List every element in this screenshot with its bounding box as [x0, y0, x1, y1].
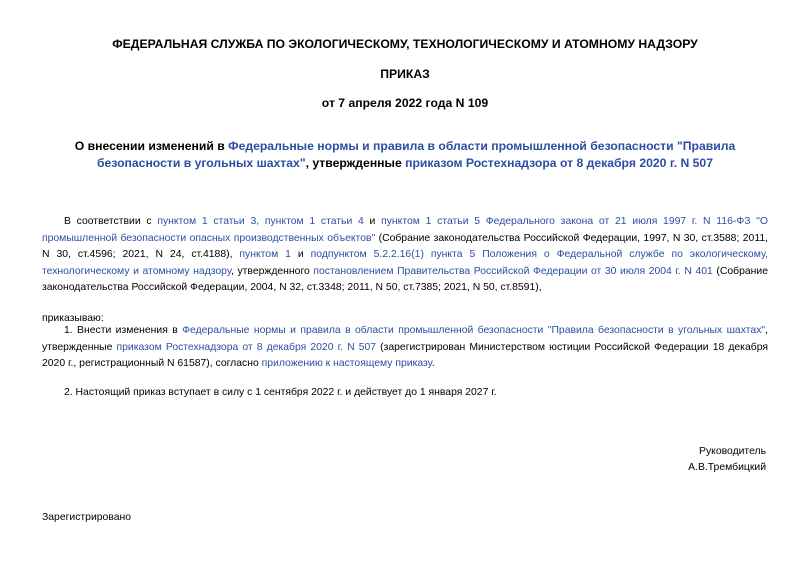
document-page	[42, 0, 768, 571]
item-2-paragraph: 2. Настоящий приказ вступает в силу с 1 сентября 2022 г. и действует до 1 января 2027 г.	[64, 387, 497, 398]
preamble-link-point-1[interactable]: пунктом 1	[239, 249, 291, 260]
document-type: ПРИКАЗ	[380, 67, 430, 81]
preamble-text-3: (Собрание законодательства Российской Федерации, 1997, N 30, ст.3588; 2011, N 30, ст.4596; 2021, N 24, ст.4188),	[42, 232, 768, 260]
preamble-text-1: В соответствии с	[64, 216, 158, 227]
item1-text-3: (зарегистрирован Министерством юстиции Российской Федерации 18 декабря 2020 г., регистрационный N 61587), согласно	[42, 341, 768, 369]
title-link-order[interactable]: приказом Ростехнадзора от 8 декабря 2020 г. N 507	[405, 156, 713, 170]
document-date-number: от 7 апреля 2022 года N 109	[321, 96, 489, 110]
document-title	[42, 138, 768, 172]
item-1-paragraph	[42, 323, 768, 373]
item1-text-2: , утвержденные	[42, 325, 768, 353]
agency-name: ФЕДЕРАЛЬНАЯ СЛУЖБА ПО ЭКОЛОГИЧЕСКОМУ, ТЕХНОЛОГИЧЕСКОМУ И АТОМНОМУ НАДЗОРУ	[112, 37, 698, 51]
preamble-text-5: , утвержденного	[231, 265, 314, 277]
preamble-text-2: и	[363, 216, 382, 227]
signature-name: А.В.Трембицкий	[688, 462, 766, 473]
item1-link-rules[interactable]: Федеральные нормы и правила в области промышленной безопасности "Правила безопасности в угольных шахтах"	[182, 325, 766, 336]
item1-text-1: 1. Внести изменения в	[64, 325, 183, 336]
preamble-link-regulation[interactable]: подпунктом 5.2.2.16(1) пункта 5 Положения о Федеральной службе по экологическому, технологическому и атомному надзору	[42, 249, 769, 277]
signature-role: Руководитель	[699, 446, 766, 457]
preamble-link-resolution[interactable]: постановлением Правительства Российской Федерации от 30 июля 2004 г. N 401	[313, 265, 713, 277]
preamble-link-federal-law[interactable]: пунктом 1 статьи 5 Федерального закона от 21 июля 1997 г. N 116-ФЗ "О промышленной безопасности опасных производственных объектов"	[42, 216, 769, 244]
item1-text-4: .	[431, 358, 435, 369]
preamble-paragraph	[42, 214, 768, 297]
orders-word: приказываю:	[42, 313, 104, 324]
registered-label: Зарегистрировано	[42, 512, 132, 523]
preamble-link-law-articles[interactable]: пунктом 1 статьи 3, пунктом 1 статьи 4	[157, 216, 364, 227]
title-middle: , утвержденные	[305, 156, 406, 170]
title-link-rules[interactable]: Федеральные нормы и правила в области промышленной безопасности "Правила безопасности в угольных шахтах"	[97, 139, 736, 170]
item1-link-appendix[interactable]: приложению к настоящему приказу	[261, 358, 432, 369]
preamble-text-4: и	[290, 249, 311, 260]
item1-link-order[interactable]: приказом Ростехнадзора от 8 декабря 2020 г. N 507	[116, 341, 377, 353]
title-prefix: О внесении изменений в	[74, 139, 229, 153]
preamble-text-6: (Собрание законодательства Российской Федерации, 2004, N 32, ст.3348; 2011, N 50, ст.7385; 2021, N 50, ст.8591),	[42, 265, 768, 293]
